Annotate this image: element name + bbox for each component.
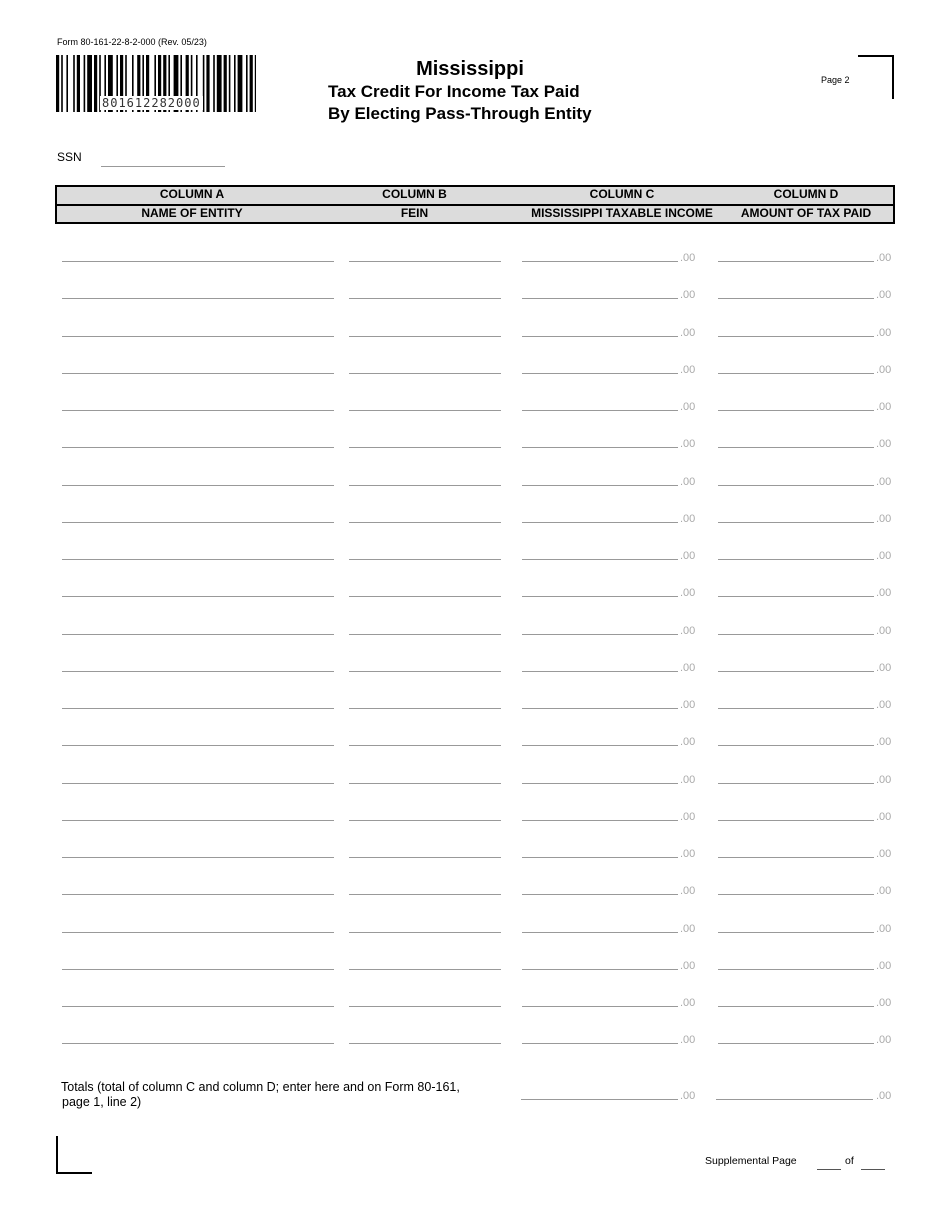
ms-taxable-income-cents: .00 <box>680 476 696 488</box>
ms-taxable-income-input[interactable] <box>522 745 678 746</box>
name-of-entity-input[interactable] <box>62 522 334 523</box>
tax-paid-cents: .00 <box>876 401 892 413</box>
tax-paid-cents: .00 <box>876 289 892 301</box>
fein-input[interactable] <box>349 969 501 970</box>
barcode-bar <box>224 55 227 112</box>
column-b-letter: COLUMN B <box>382 187 447 201</box>
ms-taxable-income-input[interactable] <box>522 261 678 262</box>
column-a-letter: COLUMN A <box>159 187 225 201</box>
barcode-bar <box>213 55 215 112</box>
fein-input[interactable] <box>349 1006 501 1007</box>
fein-input[interactable] <box>349 820 501 821</box>
fein-input[interactable] <box>349 1043 501 1044</box>
ms-taxable-income-cents: .00 <box>680 513 696 525</box>
ms-taxable-income-cents: .00 <box>680 289 696 301</box>
fein-input[interactable] <box>349 634 501 635</box>
total-column-d-cents: .00 <box>876 1090 892 1102</box>
barcode-bar <box>250 55 253 112</box>
ms-taxable-income-input[interactable] <box>522 1043 678 1044</box>
tax-paid-input[interactable] <box>718 596 874 597</box>
title-line-2: By Electing Pass-Through Entity <box>328 104 592 123</box>
ms-taxable-income-input[interactable] <box>522 708 678 709</box>
tax-paid-cents: .00 <box>876 774 892 786</box>
fein-input[interactable] <box>349 671 501 672</box>
barcode-bar <box>61 55 63 112</box>
tax-paid-input[interactable] <box>718 373 874 374</box>
name-of-entity-input[interactable] <box>62 894 334 895</box>
tax-paid-cents: .00 <box>876 699 892 711</box>
tax-paid-input[interactable] <box>718 634 874 635</box>
barcode-bar <box>56 55 59 112</box>
title-line-1: Tax Credit For Income Tax Paid <box>328 82 580 101</box>
name-of-entity-input[interactable] <box>62 969 334 970</box>
tax-paid-cents: .00 <box>876 625 892 637</box>
tax-paid-input[interactable] <box>718 559 874 560</box>
fein-input[interactable] <box>349 783 501 784</box>
ms-taxable-income-cents: .00 <box>680 587 696 599</box>
ms-taxable-income-cents: .00 <box>680 550 696 562</box>
barcode-bar <box>229 55 231 112</box>
column-header-table <box>55 185 895 224</box>
totals-label-line-2: page 1, line 2) <box>62 1095 142 1109</box>
tax-paid-cents: .00 <box>876 923 892 935</box>
name-of-entity-input[interactable] <box>62 373 334 374</box>
fein-input[interactable] <box>349 932 501 933</box>
supplemental-page-label: Supplemental Page <box>705 1155 797 1167</box>
name-of-entity-input[interactable] <box>62 708 334 709</box>
tax-paid-cents: .00 <box>876 811 892 823</box>
tax-paid-input[interactable] <box>718 1043 874 1044</box>
fein-input[interactable] <box>349 745 501 746</box>
barcode-bar <box>66 55 68 112</box>
tax-paid-input[interactable] <box>718 857 874 858</box>
column-d-letter: COLUMN D <box>773 187 839 201</box>
ms-taxable-income-input[interactable] <box>522 447 678 448</box>
column-a-name: NAME OF ENTITY <box>141 206 243 220</box>
column-d-name: AMOUNT OF TAX PAID <box>740 206 872 220</box>
name-of-entity-input[interactable] <box>62 485 334 486</box>
tax-paid-input[interactable] <box>718 261 874 262</box>
barcode-bar <box>217 55 222 112</box>
ssn-input[interactable] <box>101 166 225 167</box>
name-of-entity-input[interactable] <box>62 857 334 858</box>
tax-paid-input[interactable] <box>718 298 874 299</box>
fein-input[interactable] <box>349 522 501 523</box>
name-of-entity-input[interactable] <box>62 634 334 635</box>
name-of-entity-input[interactable] <box>62 745 334 746</box>
tax-paid-cents: .00 <box>876 327 892 339</box>
ms-taxable-income-cents: .00 <box>680 252 696 264</box>
fein-input[interactable] <box>349 373 501 374</box>
ms-taxable-income-cents: .00 <box>680 625 696 637</box>
fein-input[interactable] <box>349 596 501 597</box>
tax-paid-input[interactable] <box>718 1006 874 1007</box>
name-of-entity-input[interactable] <box>62 932 334 933</box>
name-of-entity-input[interactable] <box>62 447 334 448</box>
supplemental-page-input[interactable] <box>817 1169 841 1170</box>
ms-taxable-income-cents: .00 <box>680 885 696 897</box>
ms-taxable-income-input[interactable] <box>522 485 678 486</box>
tax-paid-cents: .00 <box>876 438 892 450</box>
ms-taxable-income-input[interactable] <box>522 820 678 821</box>
tax-paid-cents: .00 <box>876 736 892 748</box>
ms-taxable-income-input[interactable] <box>522 410 678 411</box>
ms-taxable-income-input[interactable] <box>522 783 678 784</box>
form-title <box>300 57 640 125</box>
barcode-bar <box>84 55 86 112</box>
barcode-bar <box>94 55 97 112</box>
barcode-digits: 801612282000 <box>102 96 201 110</box>
ms-taxable-income-input[interactable] <box>522 522 678 523</box>
barcode-bar <box>246 55 248 112</box>
tax-paid-input[interactable] <box>718 932 874 933</box>
tax-paid-input[interactable] <box>718 336 874 337</box>
column-c-letter: COLUMN C <box>589 187 655 201</box>
name-of-entity-input[interactable] <box>62 1006 334 1007</box>
tax-paid-cents: .00 <box>876 252 892 264</box>
column-c-name: MISSISSIPPI TAXABLE INCOME <box>531 206 713 220</box>
barcode-bar <box>203 55 205 112</box>
fein-input[interactable] <box>349 298 501 299</box>
ms-taxable-income-input[interactable] <box>522 894 678 895</box>
name-of-entity-input[interactable] <box>62 671 334 672</box>
fein-input[interactable] <box>349 894 501 895</box>
ms-taxable-income-cents: .00 <box>680 327 696 339</box>
tax-paid-cents: .00 <box>876 885 892 897</box>
ms-taxable-income-cents: .00 <box>680 364 696 376</box>
ms-taxable-income-input[interactable] <box>522 634 678 635</box>
ms-taxable-income-cents: .00 <box>680 848 696 860</box>
tax-paid-input[interactable] <box>718 485 874 486</box>
ms-taxable-income-input[interactable] <box>522 671 678 672</box>
tax-paid-cents: .00 <box>876 587 892 599</box>
barcode-bar <box>238 55 243 112</box>
tax-paid-input[interactable] <box>718 783 874 784</box>
tax-paid-input[interactable] <box>718 522 874 523</box>
ms-taxable-income-cents: .00 <box>680 923 696 935</box>
fein-input[interactable] <box>349 485 501 486</box>
tax-paid-cents: .00 <box>876 997 892 1009</box>
ms-taxable-income-input[interactable] <box>522 559 678 560</box>
ms-taxable-income-cents: .00 <box>680 438 696 450</box>
ms-taxable-income-cents: .00 <box>680 997 696 1009</box>
ms-taxable-income-input[interactable] <box>522 1006 678 1007</box>
name-of-entity-input[interactable] <box>62 298 334 299</box>
name-of-entity-input[interactable] <box>62 410 334 411</box>
ms-taxable-income-input[interactable] <box>522 373 678 374</box>
name-of-entity-input[interactable] <box>62 559 334 560</box>
column-b-name: FEIN <box>400 206 429 220</box>
ms-taxable-income-input[interactable] <box>522 932 678 933</box>
ssn-label: SSN <box>57 150 82 164</box>
barcode-bar <box>87 55 92 112</box>
barcode-bar <box>73 55 75 112</box>
fein-input[interactable] <box>349 857 501 858</box>
name-of-entity-input[interactable] <box>62 261 334 262</box>
ms-taxable-income-cents: .00 <box>680 960 696 972</box>
ms-taxable-income-input[interactable] <box>522 596 678 597</box>
tax-paid-input[interactable] <box>718 671 874 672</box>
tax-paid-input[interactable] <box>718 969 874 970</box>
tax-paid-input[interactable] <box>718 745 874 746</box>
ms-taxable-income-cents: .00 <box>680 662 696 674</box>
ms-taxable-income-cents: .00 <box>680 699 696 711</box>
ms-taxable-income-cents: .00 <box>680 736 696 748</box>
ms-taxable-income-cents: .00 <box>680 1034 696 1046</box>
tax-paid-input[interactable] <box>718 410 874 411</box>
ms-taxable-income-cents: .00 <box>680 401 696 413</box>
of-label: of <box>845 1155 854 1167</box>
corner-mark-top-right <box>858 55 894 99</box>
corner-mark-bottom-left <box>56 1136 92 1174</box>
totals-label <box>61 1080 460 1110</box>
tax-paid-input[interactable] <box>718 708 874 709</box>
ms-taxable-income-cents: .00 <box>680 774 696 786</box>
barcode-bar <box>77 55 80 112</box>
total-column-c-input[interactable] <box>521 1099 678 1100</box>
form-number: Form 80-161-22-8-2-000 (Rev. 05/23) <box>57 37 207 47</box>
fein-input[interactable] <box>349 336 501 337</box>
fein-input[interactable] <box>349 447 501 448</box>
tax-paid-cents: .00 <box>876 1034 892 1046</box>
name-of-entity-input[interactable] <box>62 1043 334 1044</box>
fein-input[interactable] <box>349 559 501 560</box>
page-number: Page 2 <box>821 75 850 85</box>
fein-input[interactable] <box>349 410 501 411</box>
barcode-bar <box>255 55 256 112</box>
total-column-d-input[interactable] <box>716 1099 873 1100</box>
tax-paid-cents: .00 <box>876 662 892 674</box>
ms-taxable-income-input[interactable] <box>522 298 678 299</box>
ms-taxable-income-input[interactable] <box>522 336 678 337</box>
tax-paid-cents: .00 <box>876 848 892 860</box>
totals-label-line-1: Totals (total of column C and column D; enter here and on Form 80-161, <box>61 1080 460 1094</box>
tax-paid-cents: .00 <box>876 364 892 376</box>
title-state: Mississippi <box>416 58 524 80</box>
of-pages-input[interactable] <box>861 1169 885 1170</box>
barcode-bar <box>234 55 236 112</box>
name-of-entity-input[interactable] <box>62 820 334 821</box>
tax-paid-input[interactable] <box>718 820 874 821</box>
name-of-entity-input[interactable] <box>62 783 334 784</box>
tax-paid-cents: .00 <box>876 476 892 488</box>
fein-input[interactable] <box>349 708 501 709</box>
tax-paid-input[interactable] <box>718 447 874 448</box>
tax-paid-input[interactable] <box>718 894 874 895</box>
fein-input[interactable] <box>349 261 501 262</box>
ms-taxable-income-input[interactable] <box>522 969 678 970</box>
barcode-bar <box>206 55 209 112</box>
tax-paid-cents: .00 <box>876 550 892 562</box>
name-of-entity-input[interactable] <box>62 596 334 597</box>
tax-paid-cents: .00 <box>876 960 892 972</box>
name-of-entity-input[interactable] <box>62 336 334 337</box>
ms-taxable-income-input[interactable] <box>522 857 678 858</box>
ms-taxable-income-cents: .00 <box>680 811 696 823</box>
tax-paid-cents: .00 <box>876 513 892 525</box>
total-column-c-cents: .00 <box>680 1090 696 1102</box>
